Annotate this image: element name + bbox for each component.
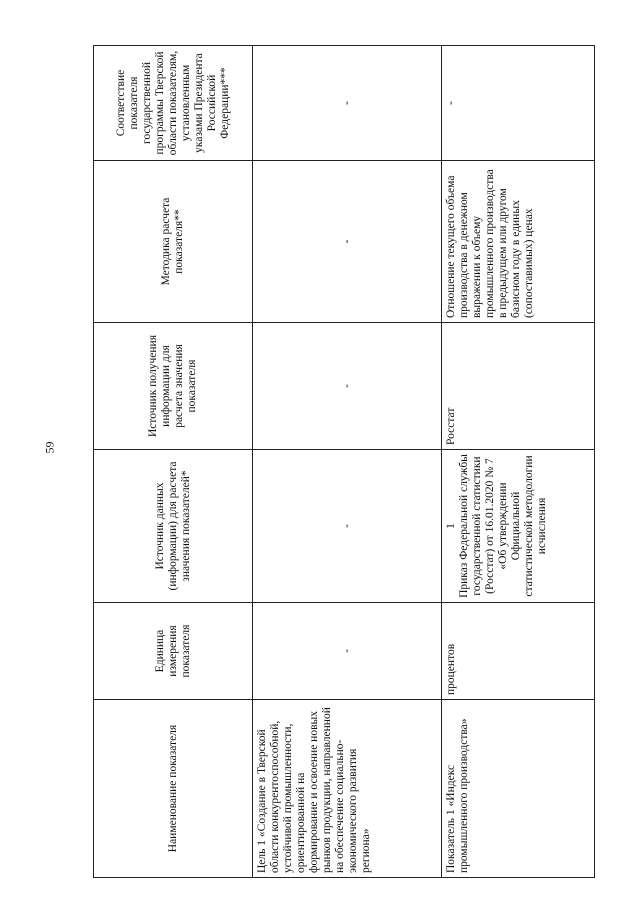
cell-data-source: - [253,450,442,603]
table-header-row [94,46,253,878]
cell-presidential-compliance: - [442,46,595,161]
cell-info-source: - [253,323,442,450]
cell-info-source: Росстат [442,323,595,450]
indicator-table-container [93,46,595,878]
footnote-number: 1 [445,523,457,529]
cell-presidential-compliance: - [253,46,442,161]
header-info-source: Источник получения информации для расчета значения показателя [94,323,253,450]
cell-calculation-method: Отношение текущего объема производства в денежном выражении к объему промышленного производства в предыдущем или другом базисном году в единых (сопоставимых) ценах [442,161,595,323]
cell-data-source [442,450,595,603]
cell-unit: процентов [442,603,595,700]
table-row [442,46,595,878]
cell-indicator-name: Показатель 1 «Индекс промышленного производства» [442,700,595,878]
header-data-source: Источник данных (информации) для расчета значения показателей* [94,450,253,603]
indicator-table [93,45,595,878]
table-row [253,46,442,878]
cell-unit: - [253,603,442,700]
header-presidential-compliance: Соответствие показателя государственной программы Тверской области показателям, установленным указами Президента Российской Федерации*** [94,46,253,161]
header-unit: Единица измерения показателя [94,603,253,700]
header-indicator-name: Наименование показателя [94,700,253,878]
cell-indicator-name: Цель 1 «Создание в Тверской области конкурентоспособной, устойчивой промышленности, ориентированной на формирование и освоение новых рынков продукции, направленной на обеспечение социально-экономического развития региона» [253,700,442,878]
header-calculation-method: Методика расчета показателя** [94,161,253,323]
cell-calculation-method: - [253,161,442,323]
page-number: 59 [42,441,57,454]
data-source-text: Приказ Федеральной службы государственной статистики (Росстат) от 16.01.2020 № 7 «Об утверждении Официальной статистической методологии исчисления [458,454,548,598]
